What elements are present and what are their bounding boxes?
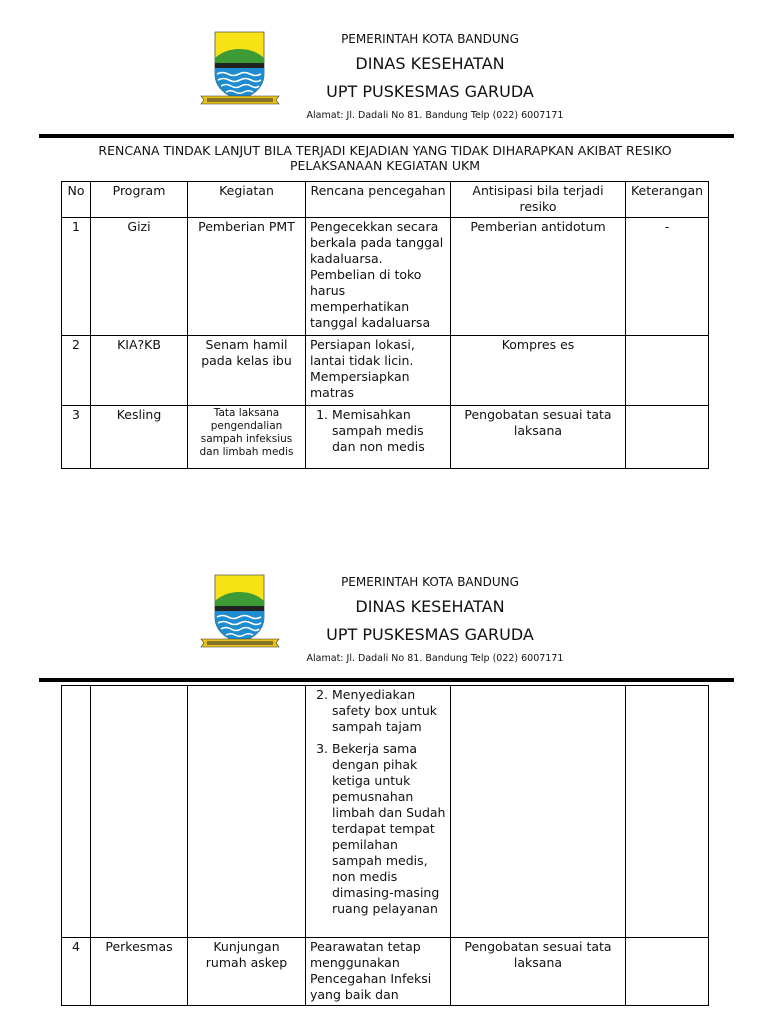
table-row — [62, 336, 709, 406]
table-row — [62, 218, 709, 336]
cell-keterangan: - — [626, 218, 709, 336]
table-header-row — [62, 182, 709, 218]
col-header-program: Program — [91, 182, 188, 218]
government-name: PEMERINTAH KOTA BANDUNG — [341, 575, 519, 589]
col-header-rencana: Rencana pencegahan — [306, 182, 451, 218]
cell-kegiatan: Kunjungan rumah askep — [188, 938, 306, 1006]
cell-kegiatan: Senam hamil pada kelas ibu — [188, 336, 306, 406]
cell-rencana: Pengecekkan secara berkala pada tanggal kadaluarsa. Pembelian di toko harus memperhatikan tanggal kadaluarsa — [306, 218, 451, 336]
cell-antisipasi: Pengobatan sesuai tata laksana — [451, 406, 626, 469]
list-item: 1. Memisahkan sampah medis dan non medis — [332, 407, 446, 455]
table-row — [62, 686, 709, 938]
cell-rencana — [306, 686, 451, 938]
cell-kegiatan: Tata laksana pengendalian sampah infeksius dan limbah medis — [188, 406, 306, 469]
table-row — [62, 406, 709, 469]
cell-program: Gizi — [91, 218, 188, 336]
cell-no: 3 — [62, 406, 91, 469]
rencana-list — [310, 407, 446, 455]
cell-no: 1 — [62, 218, 91, 336]
office-name: DINAS KESEHATAN — [355, 54, 505, 73]
cell-keterangan — [626, 406, 709, 469]
header-divider — [39, 134, 734, 138]
government-name: PEMERINTAH KOTA BANDUNG — [341, 32, 519, 46]
list-item: 2. Menyediakan safety box untuk sampah tajam — [332, 687, 446, 735]
cell-antisipasi: Pengobatan sesuai tata laksana — [451, 938, 626, 1006]
table-row — [62, 938, 709, 1006]
risk-plan-table-continued — [61, 685, 709, 1006]
cell-antisipasi: Pemberian antidotum — [451, 218, 626, 336]
address-text: Alamat: Jl. Dadali No 81. Bandung Telp (022) 6007171 — [306, 653, 564, 664]
unit-name: UPT PUSKESMAS GARUDA — [326, 82, 534, 101]
cell-rencana — [306, 406, 451, 469]
office-name: DINAS KESEHATAN — [355, 597, 505, 616]
cell-no: 2 — [62, 336, 91, 406]
cell-program — [91, 686, 188, 938]
cell-rencana: Persiapan lokasi, lantai tidak licin. Mempersiapkan matras — [306, 336, 451, 406]
cell-program: Perkesmas — [91, 938, 188, 1006]
cell-kegiatan: Pemberian PMT — [188, 218, 306, 336]
risk-plan-table — [61, 181, 709, 469]
col-header-antisipasi: Antisipasi bila terjadi resiko — [451, 182, 626, 218]
address-text: Alamat: Jl. Dadali No 81. Bandung Telp (022) 6007171 — [306, 110, 564, 121]
col-header-no: No — [62, 182, 91, 218]
cell-program: Kesling — [91, 406, 188, 469]
list-item: 3. Bekerja sama dengan pihak ketiga untuk pemusnahan limbah dan Sudah terdapat tempat pemilahan sampah medis, non medis dimasing-masing ruang pelayanan — [332, 741, 446, 917]
col-header-kegiatan: Kegiatan — [188, 182, 306, 218]
cell-no: 4 — [62, 938, 91, 1006]
cell-program: KIA?KB — [91, 336, 188, 406]
header-divider — [39, 678, 734, 682]
rencana-list — [310, 687, 446, 917]
cell-keterangan — [626, 336, 709, 406]
cell-antisipasi — [451, 686, 626, 938]
cell-antisipasi: Kompres es — [451, 336, 626, 406]
document-title: RENCANA TINDAK LANJUT BILA TERJADI KEJADIAN YANG TIDAK DIHARAPKAN AKIBAT RESIKO PELAKSANAAN KEGIATAN UKM — [98, 143, 672, 173]
cell-keterangan — [626, 938, 709, 1006]
col-header-keterangan: Keterangan — [626, 182, 709, 218]
cell-no — [62, 686, 91, 938]
cell-kegiatan — [188, 686, 306, 938]
cell-rencana: Pearawatan tetap menggunakan Pencegahan Infeksi yang baik dan — [306, 938, 451, 1006]
cell-keterangan — [626, 686, 709, 938]
unit-name: UPT PUSKESMAS GARUDA — [326, 625, 534, 644]
